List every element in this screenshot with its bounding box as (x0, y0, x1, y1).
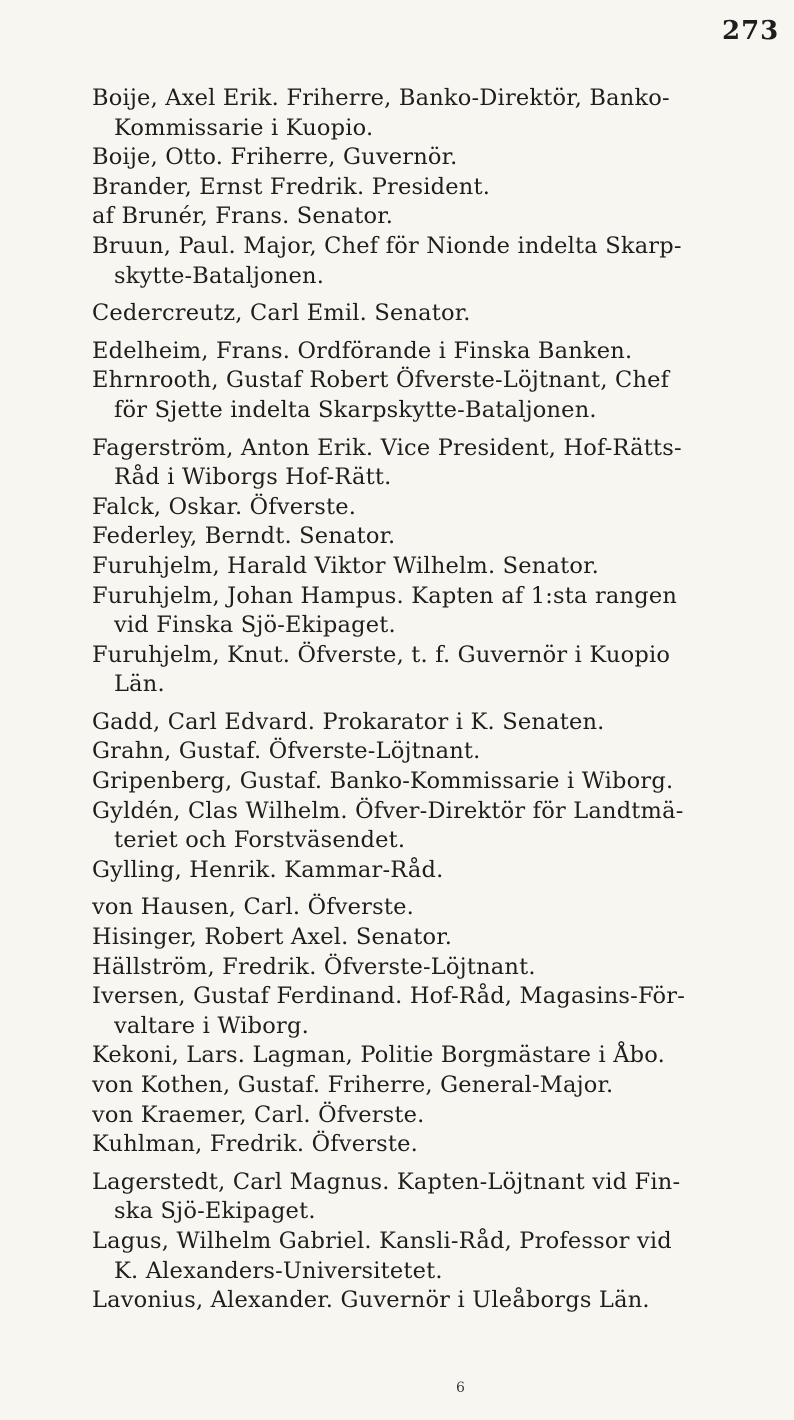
page-number: 273 (722, 16, 780, 46)
register-entry (92, 522, 782, 552)
entry-continuation-line: Råd i Wiborgs Hof-Rätt. (114, 464, 392, 491)
register-entry (92, 982, 782, 1041)
register-entry (92, 84, 782, 143)
entry-line: Boije, Otto. Friherre, Guvernör. (92, 144, 458, 171)
entry-line: Furuhjelm, Knut. Öfverste, t. f. Guvernör i Kuopio (92, 641, 671, 668)
entry-continuation-line: valtare i Wiborg. (114, 1012, 309, 1039)
register-entry (92, 493, 782, 523)
register-entry (92, 893, 782, 923)
entry-line: Gripenberg, Gustaf. Banko-Kommissarie i Wiborg. (92, 768, 674, 795)
register-entry (92, 434, 782, 493)
entry-line: Grahn, Gustaf. Öfverste-Löjtnant. (92, 738, 481, 765)
entry-line: Ehrnrooth, Gustaf Robert Öfverste-Löjtnant, Chef (92, 367, 670, 394)
register-entry (92, 1227, 782, 1286)
register-entry (92, 1168, 782, 1227)
section-gap (92, 426, 782, 434)
signature-mark: 6 (456, 1380, 465, 1396)
entry-continuation-line: Kommissarie i Kuopio. (114, 114, 374, 141)
register-entry (92, 299, 782, 329)
entry-line: Boije, Axel Erik. Friherre, Banko-Direktör, Banko- (92, 85, 670, 111)
entry-list (92, 84, 782, 1316)
register-entry (92, 202, 782, 232)
register-entry (92, 1130, 782, 1160)
register-entry (92, 767, 782, 797)
register-entry (92, 143, 782, 173)
entry-line: Gylling, Henrik. Kammar-Råd. (92, 856, 444, 883)
register-entry (92, 582, 782, 641)
entry-line: Lagerstedt, Carl Magnus. Kapten-Löjtnant vid Fin- (92, 1168, 681, 1195)
section-gap (92, 291, 782, 299)
entry-line: Kekoni, Lars. Lagman, Politie Borgmästare i Åbo. (92, 1042, 665, 1069)
entry-line: Lavonius, Alexander. Guvernör i Uleåborgs Län. (92, 1287, 650, 1314)
register-entry (92, 737, 782, 767)
entry-continuation-line: teriet och Forstväsendet. (114, 827, 406, 854)
entry-line: Iversen, Gustaf Ferdinand. Hof-Råd, Magasins-För- (92, 983, 686, 1010)
entry-line: von Hausen, Carl. Öfverste. (92, 894, 414, 921)
register-entry (92, 1071, 782, 1101)
register-entry (92, 797, 782, 856)
entry-line: Kuhlman, Fredrik. Öfverste. (92, 1131, 419, 1158)
entry-line: Cedercreutz, Carl Emil. Senator. (92, 300, 471, 327)
entry-line: Gyldén, Clas Wilhelm. Öfver-Direktör för Landtmä- (92, 797, 684, 824)
register-entry (92, 1041, 782, 1071)
entry-line: Lagus, Wilhelm Gabriel. Kansli-Råd, Professor vid (92, 1227, 672, 1254)
entry-line: Federley, Berndt. Senator. (92, 523, 396, 550)
section-gap (92, 885, 782, 893)
entry-continuation-line: ska Sjö-Ekipaget. (114, 1198, 316, 1225)
section-gap (92, 1160, 782, 1168)
entry-continuation-line: skytte-Bataljonen. (114, 262, 325, 289)
section-gap (92, 329, 782, 337)
entry-line: von Kothen, Gustaf. Friherre, General-Major. (92, 1072, 614, 1098)
register-entry (92, 641, 782, 700)
entry-continuation-line: för Sjette indelta Skarpskytte-Bataljonen. (114, 396, 597, 423)
entry-line: Brander, Ernst Fredrik. President. (92, 173, 491, 200)
entry-continuation-line: K. Alexanders-Universitetet. (114, 1257, 443, 1284)
register-entry (92, 552, 782, 582)
register-entry (92, 337, 782, 367)
register-entry (92, 1286, 782, 1316)
entry-line: Edelheim, Frans. Ordförande i Finska Banken. (92, 337, 633, 364)
register-entry (92, 173, 782, 203)
register-entry (92, 923, 782, 953)
entry-line: Gadd, Carl Edvard. Prokarator i K. Senaten. (92, 708, 605, 735)
register-entry (92, 708, 782, 738)
register-entry (92, 366, 782, 425)
entry-line: von Kraemer, Carl. Öfverste. (92, 1101, 425, 1128)
entry-line: Furuhjelm, Harald Viktor Wilhelm. Senator. (92, 552, 599, 579)
register-entry (92, 856, 782, 886)
section-gap (92, 700, 782, 708)
register-entry (92, 953, 782, 983)
entry-line: Falck, Oskar. Öfverste. (92, 493, 357, 520)
entry-line: Hisinger, Robert Axel. Senator. (92, 924, 453, 951)
entry-line: Fagerström, Anton Erik. Vice President, Hof-Rätts- (92, 434, 682, 461)
register-entry (92, 232, 782, 291)
entry-line: Furuhjelm, Johan Hampus. Kapten af 1:sta rangen (92, 582, 678, 609)
entry-continuation-line: Län. (114, 671, 165, 698)
entry-line: Hällström, Fredrik. Öfverste-Löjtnant. (92, 953, 536, 980)
register-entry (92, 1101, 782, 1131)
entry-line: af Brunér, Frans. Senator. (92, 203, 394, 230)
entry-line: Bruun, Paul. Major, Chef för Nionde indelta Skarp- (92, 232, 682, 259)
entry-continuation-line: vid Finska Sjö-Ekipaget. (114, 612, 396, 639)
